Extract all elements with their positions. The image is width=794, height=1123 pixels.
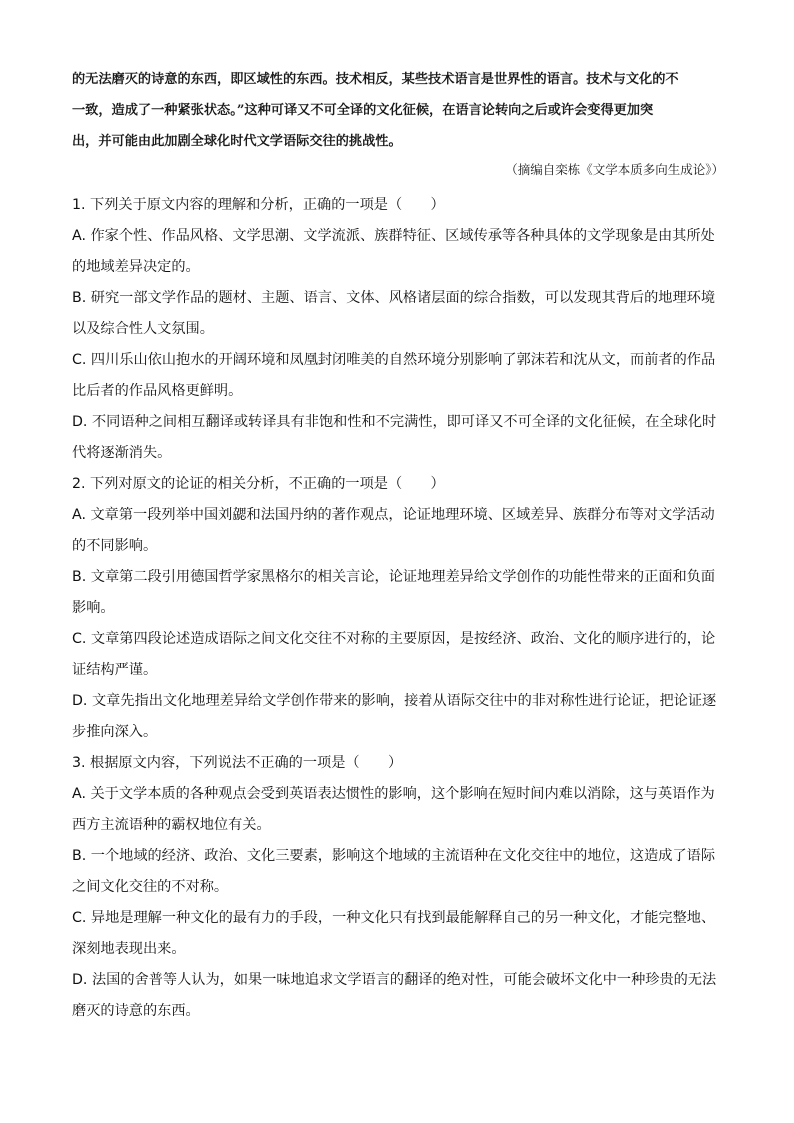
question-2-option-d-cont: 步推向深入。 (72, 724, 158, 740)
question-1-option-d: D. 不同语种之间相互翻译或转译具有非饱和性和不完满性，即可译又不可全译的文化征候，在全球化时 (72, 414, 717, 430)
question-3-option-b-cont: 之间文化交往的不对称。 (72, 879, 229, 895)
question-3-option-d: D. 法国的舍普等人认为，如果一味地追求文学语言的翻译的绝对性，可能会破坏文化中一种珍贵的无法 (72, 972, 717, 988)
question-list (72, 190, 724, 1027)
question-3-stem: 3. 根据原文内容，下列说法不正确的一项是（ ） (72, 755, 403, 771)
question-1-option-c-cont: 比后者的作品风格更鲜明。 (72, 383, 243, 399)
question-2-option-d: D. 文章先指出文化地理差异给文学创作带来的影响，接着从语际交往中的非对称性进行论证，把论证逐 (72, 693, 717, 709)
question-1-stem: 1. 下列关于原文内容的理解和分析，正确的一项是（ ） (72, 197, 445, 213)
question-3-option-b: B. 一个地域的经济、政治、文化三要素，影响这个地域的主流语种在文化交往中的地位，这造成了语际 (72, 848, 716, 864)
question-2-option-c-cont: 证结构严谨。 (72, 662, 158, 678)
question-3-option-d-cont: 磨灭的诗意的东西。 (72, 1003, 200, 1019)
question-2-option-c: C. 文章第四段论述造成语际之间文化交往不对称的主要原因，是按经济、政治、文化的顺序进行的，论 (72, 631, 716, 647)
question-2-option-b-cont: 影响。 (72, 600, 115, 616)
passage-line: 一致，造成了一种紧张状态。”这种可译又不可全译的文化征候，在语言论转向之后或许会变得更加突 (72, 103, 654, 118)
question-3-option-a: A. 关于文学本质的各种观点会受到英语表达惯性的影响，这个影响在短时间内难以消除，这与英语作为 (72, 786, 715, 802)
question-1-option-c: C. 四川乐山依山抱水的开阔环境和凤凰封闭唯美的自然环境分别影响了郭沫若和沈从文，而前者的作品 (72, 352, 716, 368)
question-2-stem: 2. 下列对原文的论证的相关分析，不正确的一项是（ ） (72, 476, 445, 492)
question-2-option-a-cont: 的不同影响。 (72, 538, 158, 554)
question-3-option-c: C. 异地是理解一种文化的最有力的手段，一种文化只有找到最能解释自己的另一种文化，才能完整地、 (72, 910, 716, 926)
question-3-option-a-cont: 西方主流语种的霸权地位有关。 (72, 817, 271, 833)
question-1-option-d-cont: 代将逐渐消失。 (72, 445, 172, 461)
question-1-option-b-cont: 以及综合性人文氛围。 (72, 321, 214, 337)
question-2-option-b: B. 文章第二段引用德国哲学家黑格尔的相关言论，论证地理差异给文学创作的功能性带来的正面和负面 (72, 569, 716, 585)
question-3-option-c-cont: 深刻地表现出来。 (72, 941, 186, 957)
question-1-option-b: B. 研究一部文学作品的题材、主题、语言、文体、风格诸层面的综合指数，可以发现其背后的地理环境 (72, 290, 716, 306)
question-1-option-a-cont: 的地域差异决定的。 (72, 259, 200, 275)
passage-line: 的无法磨灭的诗意的东西，即区域性的东西。技术相反，某些技术语言是世界性的语言。技术与文化的不 (72, 72, 679, 87)
question-1-option-a: A. 作家个性、作品风格、文学思潮、文学流派、族群特征、区域传承等各种具体的文学现象是由其所处 (72, 228, 715, 244)
passage-line: 出，并可能由此加剧全球化时代文学语际交往的挑战性。 (72, 134, 402, 149)
question-2-option-a: A. 文章第一段列举中国刘勰和法国丹纳的著作观点，论证地理环境、区域差异、族群分布等对文学活动 (72, 507, 715, 523)
passage-excerpt (72, 64, 724, 157)
source-citation: （摘编自栾栋《文学本质多向生成论》） (505, 162, 724, 177)
